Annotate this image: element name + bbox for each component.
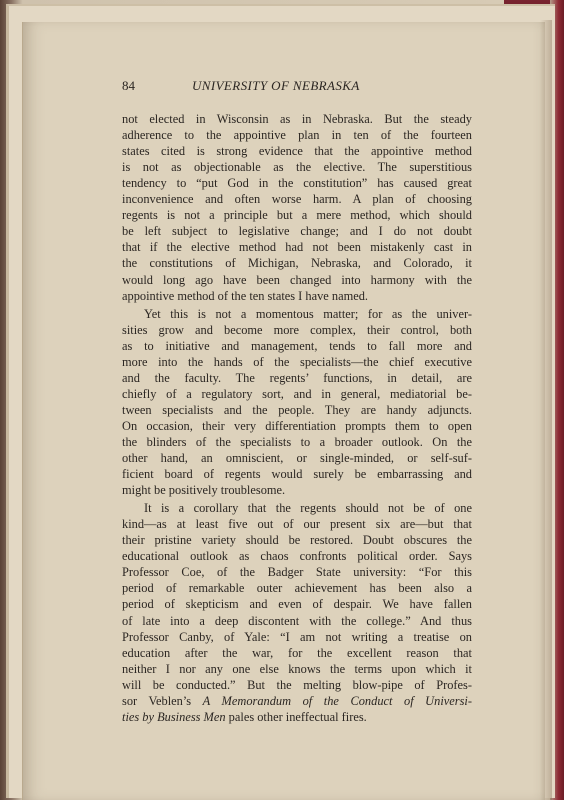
text-line: be left subject to legislative change; and I do not doubt — [122, 224, 472, 239]
text-line: will be conducted.” But the melting blow-pipe of Profes- — [122, 677, 472, 692]
text-line: the blinders of the specialists to a broader outlook. On the — [122, 434, 472, 449]
text-line: the constitutions of Michigan, Nebraska, and Colorado, it — [122, 256, 472, 271]
text-line: period of remarkable outer achievement has been also a — [122, 581, 472, 596]
text-line: more into the hands of the specialists—the chief executive — [122, 354, 472, 369]
text-line: as to initiative and management, tends to fall more and — [122, 338, 472, 353]
text-line: inconvenience and often worse harm. A plan of choosing — [122, 192, 472, 207]
text-line: period of skepticism and even of despair. We have fallen — [122, 597, 472, 612]
text-line: Yet this is not a momentous matter; for as the univer- — [144, 306, 472, 321]
text-line: might be positively troublesome. — [122, 483, 286, 498]
gutter-shadow — [540, 20, 552, 800]
running-head-title: UNIVERSITY OF NEBRASKA — [192, 78, 360, 93]
text-line: and the faculty. The regents’ functions, in detail, are — [122, 370, 472, 385]
running-head — [122, 78, 472, 94]
text-line: would long ago have been changed into harmony with the — [122, 272, 472, 287]
text-line — [122, 709, 472, 725]
text-line: ficient board of regents would surely be embarrassing and — [122, 467, 472, 482]
text-line: their pristine variety should be restored. Doubt obscures the — [122, 533, 472, 548]
paragraph-3 — [122, 500, 472, 725]
page-number: 84 — [122, 78, 135, 93]
text-line: is not as objectionable as the elective. The superstitious — [122, 160, 472, 175]
paragraph-2 — [122, 306, 472, 499]
text-line — [122, 693, 472, 709]
text-line: not elected in Wisconsin as in Nebraska. But the steady — [122, 112, 472, 127]
text-line: Professor Canby, of Yale: “I am not writing a treatise on — [122, 629, 472, 644]
text-line: adherence to the appointive plan in ten of the fourteen — [122, 128, 472, 143]
paragraph-1 — [122, 111, 472, 304]
text-line: of late into a deep discontent with the college.” And thus — [122, 613, 472, 628]
text-line: chiefly of a regulatory sort, and in general, mediatorial be- — [122, 386, 472, 401]
text-line: other hand, an omniscient, or single-minded, or self-suf- — [122, 451, 472, 466]
body-text — [122, 111, 472, 725]
text-line: neither I nor any one else knows the terms upon which it — [122, 661, 472, 676]
italic-title: ties by Business Men — [122, 709, 226, 724]
text-line: education after the war, for the excellent reason that — [122, 645, 472, 660]
text-line: tween specialists and the people. They are handy adjuncts. — [122, 402, 472, 417]
text-line: states cited is strong evidence that the appointive method — [122, 144, 472, 159]
text-line: regents is not a principle but a mere method, which should — [122, 208, 472, 223]
italic-title: A Memorandum of the Conduct of Universi- — [202, 693, 472, 708]
text-line: tendency to “put God in the constitution” has caused great — [122, 176, 472, 191]
text-line: appointive method of the ten states I have named. — [122, 288, 369, 303]
text-line: sities grow and become more complex, their control, both — [122, 322, 472, 337]
text-fragment: sor Veblen’s — [122, 693, 203, 708]
text-line: On occasion, their very differentiation prompts them to open — [122, 418, 472, 433]
text-fragment: pales other ineffectual fires. — [225, 709, 367, 724]
text-line: educational outlook as chaos confronts political order. Says — [122, 549, 472, 564]
text-line: kind—as at least five out of our present six are—but that — [122, 517, 472, 532]
page-content — [122, 78, 472, 727]
text-line: that if the elective method had not been mistakenly cast in — [122, 240, 472, 255]
text-line: Professor Coe, of the Badger State university: “For this — [122, 565, 472, 580]
text-line: It is a corollary that the regents should not be of one — [144, 501, 472, 516]
